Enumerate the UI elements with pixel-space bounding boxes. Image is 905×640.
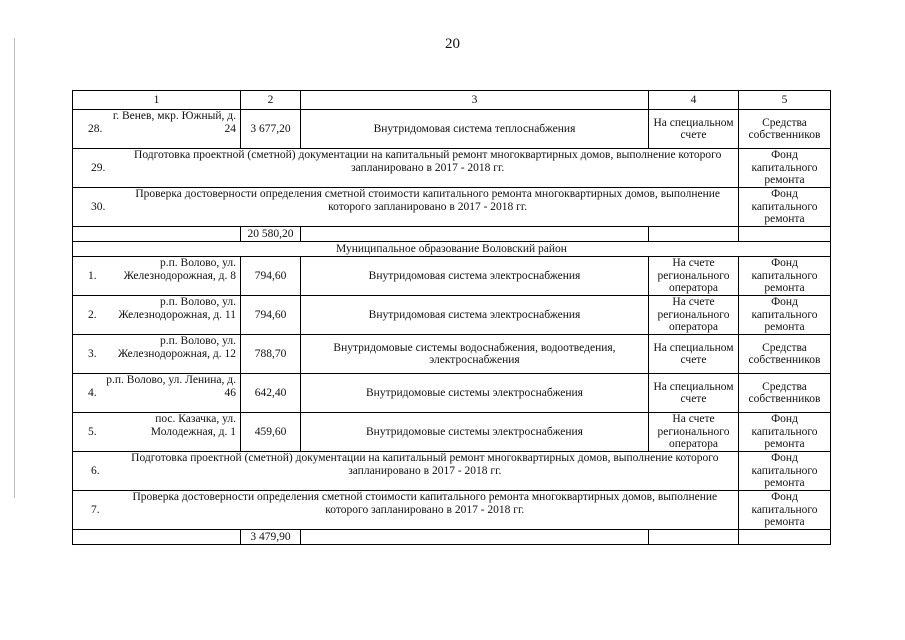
- header-cell: 1: [73, 91, 241, 110]
- funding-source-cell: Средства собственников: [739, 335, 831, 374]
- row-number: 4.: [88, 387, 97, 399]
- merged-description-cell: [73, 491, 739, 530]
- amount-cell: 794,60: [241, 257, 301, 296]
- description-text: Проверка достоверности определения сметной стоимости капитального ремонта многоквартирных домов, выполнение которого запланировано в 2017 - 2018 гг.: [132, 491, 718, 516]
- address-cell: [73, 335, 241, 374]
- address-cell: [73, 296, 241, 335]
- funding-source-cell: Средства собственников: [739, 110, 831, 149]
- header-cell: 2: [241, 91, 301, 110]
- funding-source-cell: Фонд капитального ремонта: [739, 257, 831, 296]
- header-cell: 4: [649, 91, 739, 110]
- funding-source-cell: Фонд капитального ремонта: [739, 188, 831, 227]
- address-text: р.п. Волово, ул. Железнодорожная, д. 12: [117, 335, 236, 360]
- table-row: [73, 452, 831, 491]
- funding-source-cell: Фонд капитального ремонта: [739, 452, 831, 491]
- address-text: р.п. Волово, ул. Железнодорожная, д. 11: [118, 296, 236, 321]
- work-type-cell: Внутридомовая система электроснабжения: [301, 296, 649, 335]
- account-cell: На специальном счете: [649, 110, 739, 149]
- table-row: [73, 335, 831, 374]
- work-type-cell: Внутридомовая система теплоснабжения: [301, 110, 649, 149]
- address-text: р.п. Волово, ул. Железнодорожная, д. 8: [123, 257, 236, 282]
- address-text: пос. Казачка, ул. Молодежная, д. 1: [150, 413, 236, 438]
- work-type-cell: Внутридомовые системы электроснабжения: [301, 374, 649, 413]
- empty-cell: [73, 530, 241, 545]
- address-text: г. Венев, мкр. Южный, д. 24: [112, 110, 236, 135]
- total-row: [73, 530, 831, 545]
- total-amount-cell: 3 479,90: [241, 530, 301, 545]
- description-text: Подготовка проектной (сметной) документации на капитальный ремонт многоквартирных домов, выполнение которого запланировано в 2017 - 2018 гг.: [131, 452, 719, 477]
- table-row: [73, 296, 831, 335]
- empty-cell: [739, 227, 831, 242]
- total-row: [73, 227, 831, 242]
- table-row: [73, 257, 831, 296]
- table-row: [73, 413, 831, 452]
- row-number: 6.: [91, 465, 100, 477]
- empty-cell: [301, 530, 649, 545]
- section-title-row: [73, 242, 831, 257]
- funding-source-cell: Фонд капитального ремонта: [739, 149, 831, 188]
- amount-cell: 788,70: [241, 335, 301, 374]
- merged-description-cell: [73, 149, 739, 188]
- table-row: [73, 110, 831, 149]
- account-cell: На счете регионального оператора: [649, 296, 739, 335]
- merged-description-cell: [73, 452, 739, 491]
- row-number: 5.: [88, 426, 97, 438]
- funding-source-cell: Фонд капитального ремонта: [739, 491, 831, 530]
- work-type-cell: Внутридомовые системы водоснабжения, водоотведения, электроснабжения: [301, 335, 649, 374]
- funding-source-cell: Фонд капитального ремонта: [739, 413, 831, 452]
- capital-repair-table: [72, 90, 831, 545]
- merged-description-cell: [73, 188, 739, 227]
- address-cell: [73, 257, 241, 296]
- header-cell: 3: [301, 91, 649, 110]
- total-amount-cell: 20 580,20: [241, 227, 301, 242]
- page-number: 20: [445, 36, 460, 52]
- description-text: Проверка достоверности определения сметной стоимости капитального ремонта многоквартирных домов, выполнение которого запланировано в 2017 - 2018 гг.: [135, 188, 721, 213]
- row-number: 29.: [91, 162, 106, 174]
- row-number: 28.: [88, 123, 103, 135]
- row-number: 2.: [88, 309, 97, 321]
- empty-cell: [649, 530, 739, 545]
- amount-cell: 794,60: [241, 296, 301, 335]
- table-row: [73, 149, 831, 188]
- empty-cell: [301, 227, 649, 242]
- row-number: 3.: [88, 348, 97, 360]
- column-number-header-row: [73, 91, 831, 110]
- account-cell: На специальном счете: [649, 335, 739, 374]
- row-number: 1.: [88, 270, 97, 282]
- funding-source-cell: Средства собственников: [739, 374, 831, 413]
- amount-cell: 642,40: [241, 374, 301, 413]
- account-cell: На счете регионального оператора: [649, 413, 739, 452]
- address-cell: [73, 413, 241, 452]
- amount-cell: 459,60: [241, 413, 301, 452]
- row-number: 7.: [91, 504, 100, 516]
- address-text: р.п. Волово, ул. Ленина, д. 46: [106, 374, 236, 399]
- empty-cell: [73, 227, 241, 242]
- section-title: Муниципальное образование Воловский район: [73, 242, 831, 257]
- header-cell: 5: [739, 91, 831, 110]
- address-cell: [73, 110, 241, 149]
- funding-source-cell: Фонд капитального ремонта: [739, 296, 831, 335]
- amount-cell: 3 677,20: [241, 110, 301, 149]
- address-cell: [73, 374, 241, 413]
- work-type-cell: Внутридомовая система электроснабжения: [301, 257, 649, 296]
- work-type-cell: Внутридомовые системы электроснабжения: [301, 413, 649, 452]
- table-row: [73, 188, 831, 227]
- table-row: [73, 491, 831, 530]
- row-number: 30.: [91, 201, 106, 213]
- scan-edge-line: [14, 38, 15, 498]
- table-row: [73, 374, 831, 413]
- empty-cell: [649, 227, 739, 242]
- account-cell: На специальном счете: [649, 374, 739, 413]
- description-text: Подготовка проектной (сметной) документации на капитальный ремонт многоквартирных домов, выполнение которого запланировано в 2017 - 2018 гг.: [134, 149, 722, 174]
- empty-cell: [739, 530, 831, 545]
- account-cell: На счете регионального оператора: [649, 257, 739, 296]
